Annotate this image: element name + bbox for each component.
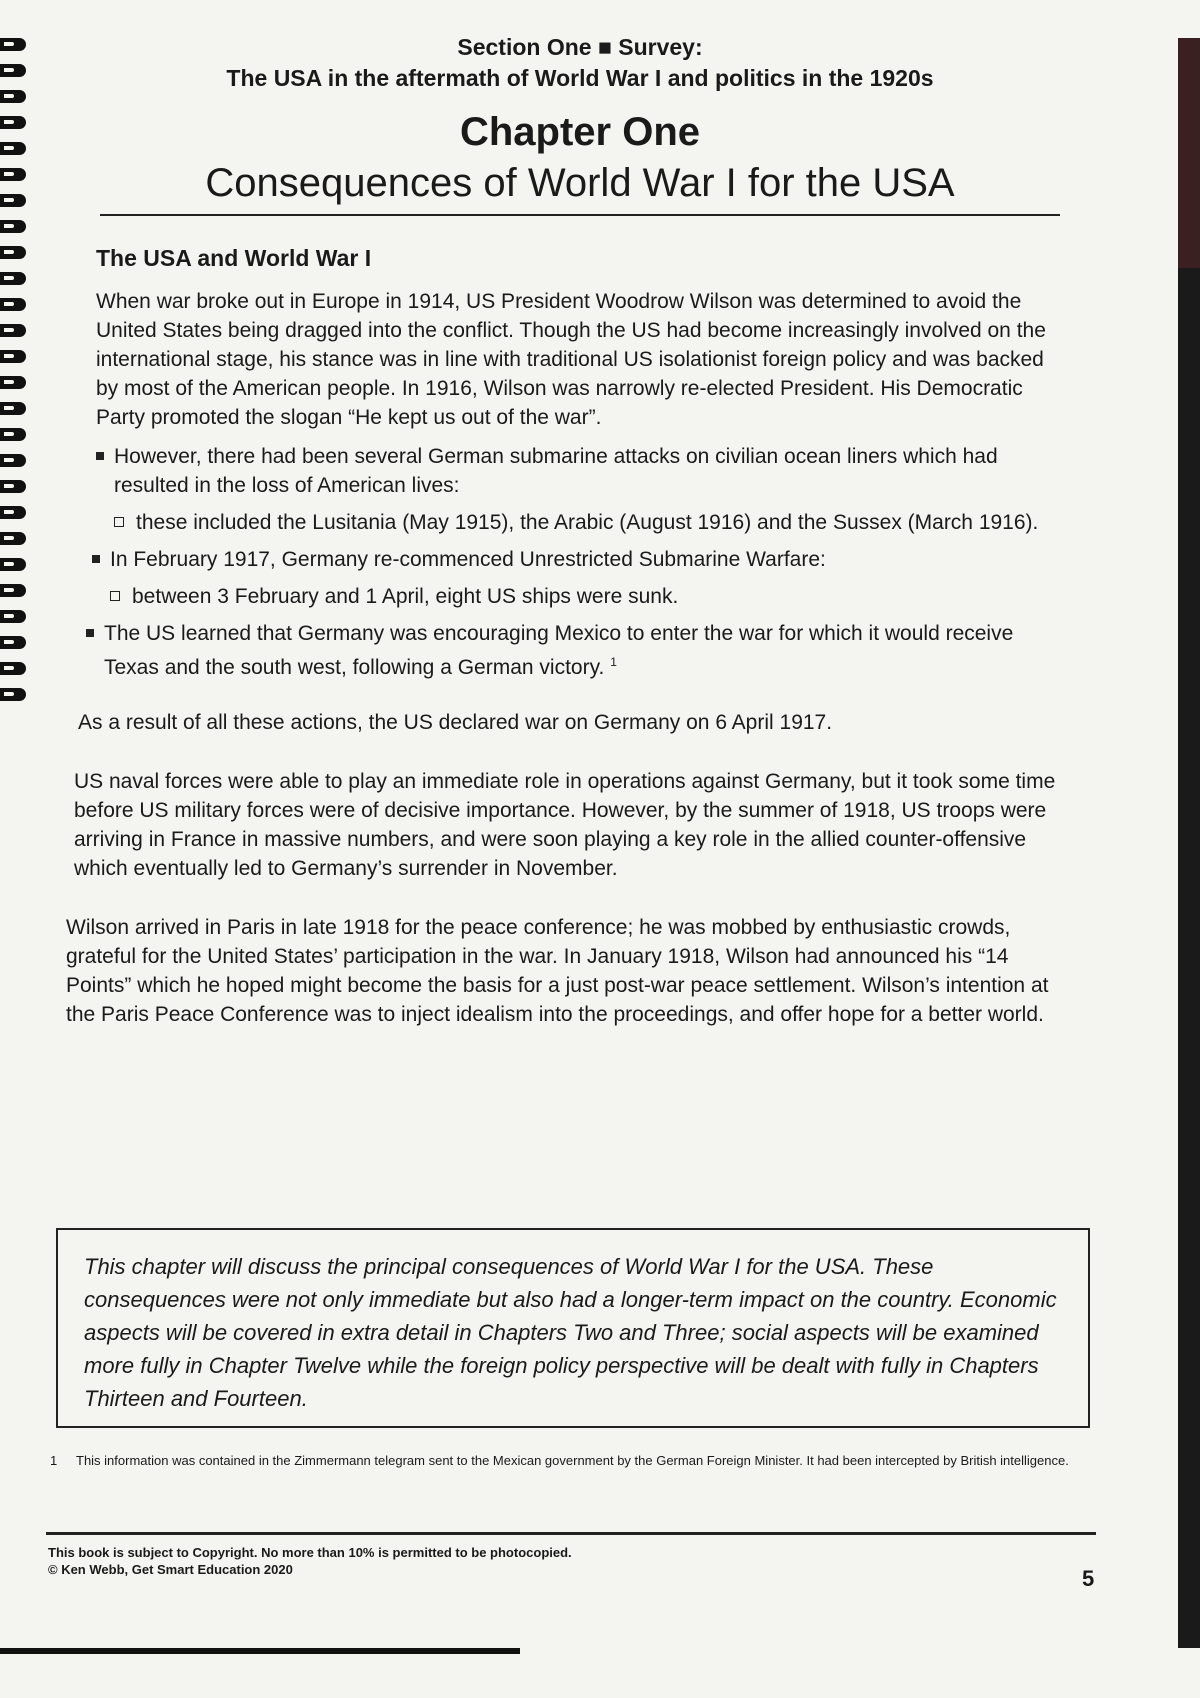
list-item: [92, 545, 1072, 611]
copyright-line: This book is subject to Copyright. No more than 10% is permitted to be photocopied.: [48, 1545, 572, 1560]
overview-text: This chapter will discuss the principal consequences of World War I for the USA. These consequences were not only immediate but also had a longer-term impact on the country. Economic aspects will be covered in extra detail in Chapters Two and Three; social aspects will be examined more fully in Chapter Twelve while the foreign policy perspective will be dealt with fully in Chapters Thirteen and Fourteen.: [84, 1254, 1057, 1411]
naval-forces-paragraph: US naval forces were able to play an immediate role in operations against Germany, but it took some time before US military forces were of decisive importance. However, by the summer of 1918, US troops were arriving in France in massive numbers, and were soon playing a key role in the allied counter-offensive which eventually led to Germany’s surrender in November.: [74, 770, 1056, 880]
binding-ring: [0, 194, 26, 207]
section-heading-text: The USA and World War I: [96, 245, 372, 271]
footnote-number: 1: [50, 1453, 58, 1468]
footnote-text: This information was contained in the Zimmermann telegram sent to the Mexican government by the German Foreign Minister. It had been intercepted by British intelligence.: [76, 1453, 1069, 1468]
list-item-text: In February 1917, Germany re-commenced Unrestricted Submarine Warfare:: [110, 548, 826, 571]
page-edge-tab: [1178, 38, 1200, 268]
binding-ring: [0, 376, 26, 389]
list-item: [96, 442, 1072, 537]
list-item-text: However, there had been several German submarine attacks on civilian ocean liners which had resulted in the loss of American lives:: [114, 445, 998, 497]
result-paragraph: As a result of all these actions, the US declared war on Germany on 6 April 1917.: [78, 711, 833, 734]
binding-ring: [0, 324, 26, 337]
spiral-binding: [0, 38, 34, 718]
binding-ring: [0, 116, 26, 129]
binding-ring: [0, 506, 26, 519]
binding-ring: [0, 662, 26, 675]
binding-ring: [0, 532, 26, 545]
footnote-reference[interactable]: 1: [610, 655, 617, 669]
binding-ring: [0, 90, 26, 103]
chapter-overview-box: [56, 1228, 1090, 1428]
chapter-header: [90, 34, 1070, 206]
binding-ring: [0, 168, 26, 181]
bullet-list: [92, 442, 1072, 682]
section-subtitle: The USA in the aftermath of World War I and politics in the 1920s: [226, 65, 934, 91]
bottom-edge-bar: [0, 1648, 520, 1654]
binding-ring: [0, 636, 26, 649]
binding-ring: [0, 298, 26, 311]
chapter-title: Consequences of World War I for the USA: [205, 161, 955, 205]
section-heading: [96, 244, 1072, 273]
list-item: [86, 619, 1072, 682]
page-number: 5: [1082, 1566, 1095, 1591]
page-edge-shadow: [1178, 38, 1200, 1648]
binding-ring: [0, 246, 26, 259]
section-label: Section One ■ Survey:: [457, 34, 703, 60]
binding-ring: [0, 584, 26, 597]
wilson-paris-paragraph: Wilson arrived in Paris in late 1918 for the peace conference; he was mobbed by enthusiastic crowds, grateful for the United States’ participation in the war. In January 1918, Wilson had announced his “14 Points” which he hoped might become the basis for a just post-war peace settlement. Wilson’s intention at the Paris Peace Conference was to inject idealism into the proceedings, and offer hope for a better world.: [66, 916, 1049, 1026]
sub-list-item: these included the Lusitania (May 1915), the Arabic (August 1916) and the Sussex (March 1916).: [114, 508, 1072, 537]
sub-list-item: between 3 February and 1 April, eight US ships were sunk.: [110, 582, 1072, 611]
binding-ring: [0, 454, 26, 467]
binding-ring: [0, 350, 26, 363]
binding-ring: [0, 610, 26, 623]
sub-list: [110, 582, 1072, 611]
binding-ring: [0, 272, 26, 285]
binding-ring: [0, 64, 26, 77]
binding-ring: [0, 38, 26, 51]
footnote: [50, 1452, 1100, 1470]
list-item-text: The US learned that Germany was encouraging Mexico to enter the war for which it would receive Texas and the south west, following a German victory.: [104, 622, 1014, 679]
sub-list: [114, 508, 1072, 537]
copyright-author: © Ken Webb, Get Smart Education 2020: [48, 1562, 293, 1577]
chapter-number: Chapter One: [459, 110, 701, 154]
binding-ring: [0, 558, 26, 571]
binding-ring: [0, 688, 26, 701]
binding-ring: [0, 428, 26, 441]
main-content: [66, 244, 1072, 1029]
footer-rule: [46, 1532, 1096, 1535]
binding-ring: [0, 402, 26, 415]
copyright-notice: [48, 1544, 572, 1578]
header-rule: [100, 214, 1060, 216]
intro-paragraph: When war broke out in Europe in 1914, US President Woodrow Wilson was determined to avoid the United States being dragged into the conflict. Though the US had become increasingly involved on the international stage, his stance was in line with traditional US isolationist foreign policy and was backed by most of the American people. In 1916, Wilson was narrowly re-elected President. His Democratic Party promoted the slogan “He kept us out of the war”.: [96, 290, 1046, 429]
binding-ring: [0, 220, 26, 233]
binding-ring: [0, 142, 26, 155]
binding-ring: [0, 480, 26, 493]
